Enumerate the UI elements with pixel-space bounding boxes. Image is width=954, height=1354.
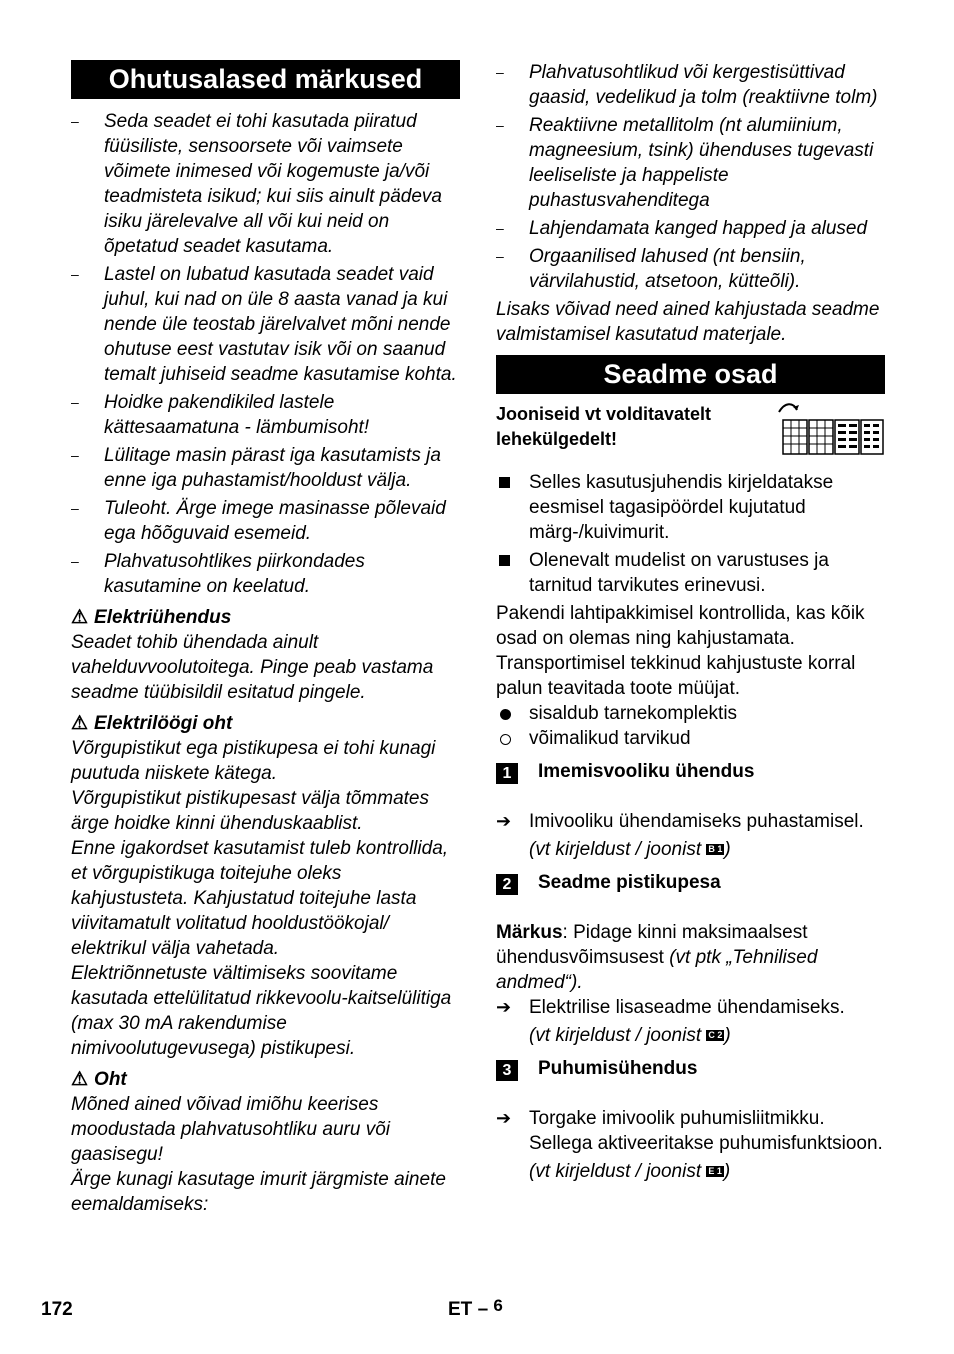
- list-item: – Lastel on lubatud kasutada seadet vaid juhul, kui nad on üle 8 aasta vanad ja kui nende üle teostab järelvalvet mõni nende ohutuse eest vastutav isik või on saanud temalt juhiseid seadme kasutamise kohta.: [71, 264, 457, 385]
- page-number: 172: [41, 1299, 73, 1320]
- figure-reference: (vt kirjeldust / joonist C 2 ): [529, 1025, 731, 1046]
- filled-circle-icon: [500, 709, 511, 720]
- dash-marker: –: [496, 64, 504, 80]
- section-heading-2: 2 Seadme pistikupesa: [496, 870, 885, 920]
- warning-triangle-icon: ⚠: [71, 713, 89, 734]
- number-box: 2: [496, 874, 518, 895]
- list-item: Selles kasutusjuhendis kirjeldatakse eesmisel tagasipöördel kujutatud märg-/kuivimurit.: [496, 470, 885, 545]
- subheading-electrical: ⚠ Elektriühendus: [71, 607, 232, 628]
- square-bullet: [499, 555, 510, 566]
- open-circle-icon: [500, 734, 511, 745]
- square-bullet: [499, 477, 510, 488]
- figure-icon: B 1: [708, 844, 723, 855]
- figure-icon: E 1: [708, 1166, 722, 1177]
- fold-note-block: [496, 402, 885, 464]
- number-box: 1: [496, 763, 518, 784]
- dash-marker: –: [71, 553, 79, 569]
- list-item: – Lülitage masin pärast iga kasutamists ja enne iga puhastamist/hooldust välja.: [71, 445, 441, 491]
- list-item: – Hoidke pakendikiled lastele kättesaamatuna - lämbumisoht!: [71, 392, 370, 438]
- right-column: [496, 60, 885, 1184]
- dash-marker: –: [71, 266, 79, 282]
- section-heading-3: 3 Puhumisühendus: [496, 1056, 885, 1106]
- paragraph: Võrgupistikut pistikupesast välja tõmmates ärge hoidke kinni ühenduskaablist.: [71, 788, 429, 834]
- subheading-danger: ⚠ Oht: [71, 1069, 127, 1090]
- figure-reference: (vt kirjeldust / joonist B 1 ): [529, 839, 731, 860]
- warning-triangle-icon: ⚠: [71, 1069, 89, 1090]
- number-box: 3: [496, 1060, 518, 1081]
- foldout-pages-icon: [775, 402, 885, 458]
- paragraph: Enne igakordset kasutamist tuleb kontrollida, et võrgupistikuga toitejuhe oleks kahjustusteta. Kahjustatud toitejuhe lasta viivitamatult volitatud hooldustöökojal/ elektrikul välja vahetada.: [71, 838, 449, 959]
- dash-marker: –: [496, 220, 504, 236]
- footer-page-label: ET – 6: [448, 1296, 503, 1320]
- list-item: – Plahvatusohtlikud või kergestisüttivad gaasid, vedelikud ja tolm (reaktiivne tolm): [496, 62, 878, 108]
- dash-marker: –: [71, 447, 79, 463]
- arrow-right-icon: ➔: [496, 1108, 512, 1128]
- arrow-right-icon: ➔: [496, 997, 512, 1017]
- note: Märkus: Pidage kinni maksimaalsest ühendusvõimsusest (vt ptk „Tehnilised andmed“).: [496, 922, 818, 993]
- list-item: – Tuleoht. Ärge imege masinasse põlevaid ega hõõguvaid esemeid.: [71, 498, 446, 544]
- paragraph: Pakendi lahtipakkimisel kontrollida, kas kõik osad on olemas ning kahjustamata. Transportimisel tekkinud kahjustuste korral palun teavitada toote müüjat.: [496, 603, 865, 699]
- figure-icon: C 2: [708, 1030, 723, 1041]
- list-item: – Seda seadet ei tohi kasutada piiratud füüsiliste, sensoorsete või vaimsete võimete inimesed või kogemuste ja/või teadmisteta isikud; kui siis ainult pädeva isiku järelevalve all või kui neid on õpetatud seadet kasutama.: [71, 111, 442, 257]
- legend-filled: sisaldub tarnekomplektis: [496, 701, 885, 726]
- list-item: Olenevalt mudelist on varustuses ja tarnitud tarvikutes erinevusi.: [496, 548, 885, 598]
- subheading-shock: ⚠ Elektrilöögi oht: [71, 713, 233, 734]
- paragraph: Ärge kunagi kasutage imurit järgmiste ainete eemaldamiseks:: [71, 1169, 446, 1215]
- instruction: ➔ Torgake imivoolik puhumisliitmikku. Sellega aktiveeritakse puhumisfunktsioon.: [496, 1108, 883, 1154]
- paragraph: Seadet tohib ühendada ainult vahelduvvoolutoitega. Pinge peab vastama seadme tüübisildil esitatud pingele.: [71, 632, 434, 703]
- dash-marker: –: [71, 113, 79, 129]
- figure-reference: (vt kirjeldust / joonist E 1 ): [529, 1161, 731, 1182]
- arrow-right-icon: ➔: [496, 811, 512, 831]
- paragraph: Võrgupistikut ega pistikupesa ei tohi kunagi puutuda niiskete kätega.: [71, 738, 436, 784]
- dash-marker: –: [71, 500, 79, 516]
- list-item: – Orgaanilised lahused (nt bensiin, värvilahustid, atsetoon, kütteõli).: [496, 246, 806, 292]
- list-item: – Lahjendamata kanged happed ja alused: [496, 218, 868, 239]
- section-title-parts: Seadme osad: [496, 355, 885, 394]
- dash-marker: –: [496, 248, 504, 264]
- list-item: – Reaktiivne metallitolm (nt alumiinium, magneesium, tsink) ühenduses tugevasti leeliseliste ja happeliste puhastusvahenditega: [496, 115, 874, 211]
- paragraph: Mõned ained võivad imiõhu keerises moodustada plahvatusohtliku auru või gaasisegu!: [71, 1094, 390, 1165]
- section-title-safety: Ohutusalased märkused: [71, 60, 460, 99]
- instruction: ➔ Elektrilise lisaseadme ühendamiseks.: [496, 997, 845, 1018]
- fold-note: Jooniseid vt volditavatelt lehekülgedelt!: [496, 404, 712, 449]
- instruction: ➔ Imivooliku ühendamiseks puhastamisel.: [496, 811, 864, 832]
- warning-triangle-icon: ⚠: [71, 607, 89, 628]
- list-item: – Plahvatusohtlikes piirkondades kasutamine on keelatud.: [71, 551, 365, 597]
- left-column: [71, 60, 460, 1217]
- dash-marker: –: [71, 394, 79, 410]
- paragraph: Lisaks võivad need ained kahjustada seadme valmistamisel kasutatud materjale.: [496, 299, 880, 345]
- legend-open: võimalikud tarvikud: [496, 726, 885, 751]
- section-heading-1: 1 Imemisvooliku ühendus: [496, 759, 885, 809]
- dash-marker: –: [496, 117, 504, 133]
- paragraph: Elektriõnnetuste vältimiseks soovitame kasutada ettelülitatud rikkevoolu-kaitselülitiga (max 30 mA rakendumise nimivoolutugevusega) pistikupesi.: [71, 963, 452, 1059]
